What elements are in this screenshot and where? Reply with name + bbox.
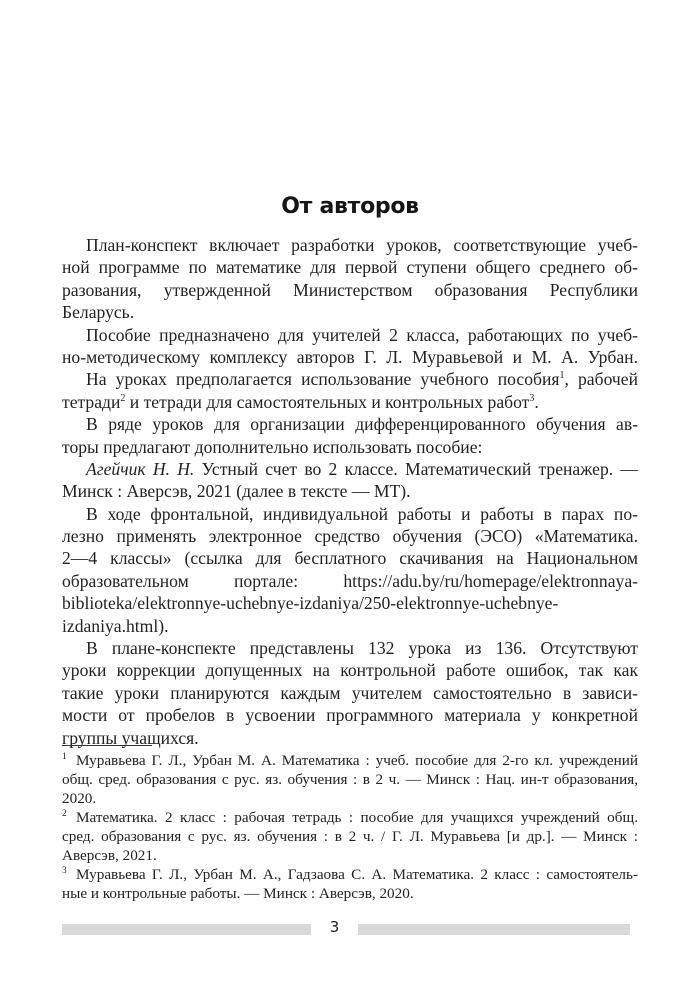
footnote-separator xyxy=(62,745,152,746)
paragraph-line: лезно применять электронное средство обучения (ЭСО) «Математика. xyxy=(62,526,638,547)
text-run: Математика. 2 класс : рабочая тетрадь : пособие для учащихся учреждений общ. xyxy=(76,809,638,826)
footnote-2-line: Аверсэв, 2021. xyxy=(62,847,157,864)
footnote-3-line: ные и контрольные работы. — Минск : Аверсэв, 2020. xyxy=(62,885,414,902)
text-run: Муравьева Г. Л., Урбан М. А. Математика : учеб. пособие для 2-го кл. учреждений xyxy=(76,752,638,769)
text-run: . xyxy=(534,391,539,412)
footnote-1-line: 2020. xyxy=(62,790,97,807)
paragraph-line: Пособие предназначено для учителей 2 класса, работающих по учеб- xyxy=(86,324,638,345)
text-run: На уроках предполагается использование учебного пособия xyxy=(86,369,560,390)
paragraph-line: разования, утвержденной Министерством образования Республики xyxy=(62,279,638,300)
url-line: izdaniya.html). xyxy=(62,615,169,636)
paragraph-line xyxy=(62,458,638,480)
footnote-ref-1[interactable]: 1 xyxy=(559,370,565,382)
paragraph-line: Минск : Аверсэв, 2021 (далее в тексте — МТ). xyxy=(62,481,411,502)
paragraph-line: 2—4 классы» (ссылка для бесплатного скачивания на Национальном xyxy=(62,548,638,569)
paragraph-line: такие уроки планируются каждым учителем самостоятельно в зависи- xyxy=(62,682,638,703)
footnote-ref-3[interactable]: 3 xyxy=(529,392,535,404)
footnote-3-line: 3 Муравьева Г. Л., Урбан М. А., Гадзаова С. А. Математика. 2 класс : самостоятель- xyxy=(62,866,638,883)
text-run: Муравьева Г. Л., Урбан М. А., Гадзаова С. А. Математика. 2 класс : самостоятель- xyxy=(76,866,638,883)
page-title: От авторов xyxy=(281,194,419,219)
url-line: biblioteka/elektronnye-uchebnye-izdaniya/250-elektronnye-uchebnye- xyxy=(62,593,559,614)
paragraph-line: но-методическому комплексу авторов Г. Л. Муравьевой и М. А. Урбан. xyxy=(62,346,638,367)
citation-author: Агейчик Н. Н. xyxy=(86,458,195,479)
paragraph-line: ной программе по математике для первой ступени общего среднего об- xyxy=(62,257,638,278)
paragraph-line xyxy=(62,368,638,390)
footnote-2-line: 2 Математика. 2 класс : рабочая тетрадь : пособие для учащихся учреждений общ. xyxy=(62,809,638,826)
paragraph-line: торы предлагают дополнительно использовать пособие: xyxy=(62,436,483,457)
text-run: тетради xyxy=(62,391,121,412)
paragraph-line: мости от пробелов в усвоении программного материала у конкретной xyxy=(62,705,638,726)
page-number: 3 xyxy=(329,918,340,936)
paragraph-line: В ходе фронтальной, индивидуальной работы и работы в парах по- xyxy=(86,503,638,524)
main-text xyxy=(62,234,638,749)
paragraph-line: План-конспект включает разработки уроков, соответствующие учеб- xyxy=(86,235,638,255)
footnote-1-line: 1 Муравьева Г. Л., Урбан М. А. Математика : учеб. пособие для 2-го кл. учреждений xyxy=(62,752,638,769)
paragraph-line: группы учащихся. xyxy=(62,727,199,748)
footnote-ref-2[interactable]: 2 xyxy=(120,392,126,404)
paragraph-line: В плане-конспекте представлены 132 урока из 136. Отсутствуют xyxy=(86,638,638,659)
footnote-2-line: сред. образования с рус. яз. обучения : в 2 ч. / Г. Л. Муравьева [и др.]. — Минск : xyxy=(62,828,638,845)
paragraph-line: Беларусь. xyxy=(62,302,135,323)
text-run: и тетради для самостоятельных и контрольных работ xyxy=(125,391,530,412)
footer-bar-right xyxy=(358,924,630,935)
text-run: Устный счет во 2 классе. Математический тренажер. — xyxy=(194,458,638,479)
paragraph-line xyxy=(62,391,638,413)
footnotes xyxy=(62,751,638,903)
footnote-1-line: общ. сред. образования с рус. яз. обучения : в 2 ч. — Минск : Нац. ин-т образования, xyxy=(62,771,638,788)
paragraph-line: В ряде уроков для организации дифференцированного обучения ав- xyxy=(86,414,638,435)
footer-bar-left xyxy=(62,924,311,935)
url-line: образовательном портале: https://adu.by/ru/homepage/elektronnaya- xyxy=(62,570,638,591)
paragraph-line: уроки коррекции допущенных на контрольной работе ошибок, так как xyxy=(62,660,638,681)
text-run: , рабочей xyxy=(564,369,638,390)
